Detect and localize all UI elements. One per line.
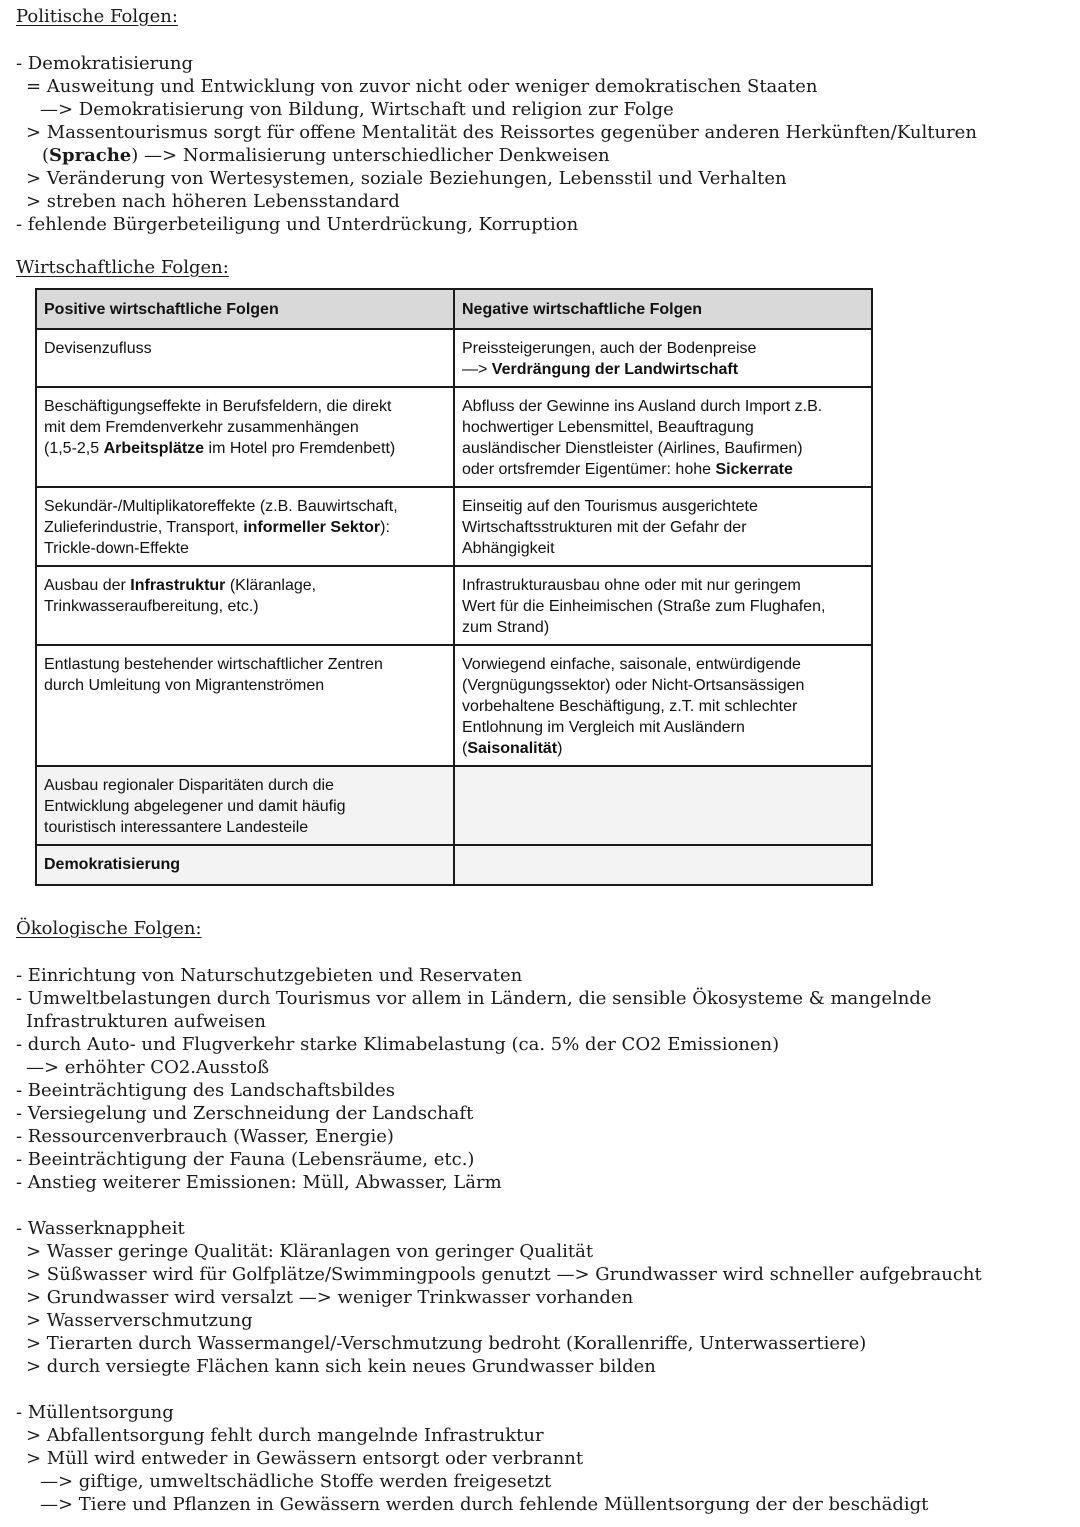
table-row: [36, 645, 872, 766]
text-span: (: [42, 145, 50, 166]
cell-line: [462, 675, 864, 696]
cell-line: [44, 575, 446, 596]
text-span: Sekundär-/Multiplikatoreffekte (z.B. Bauwirtschaft,: [44, 498, 398, 515]
list-item: [16, 1424, 1066, 1447]
ecological-title: Ökologische Folgen:: [16, 918, 202, 939]
text-span: Preissteigerungen, auch der Bodenpreise: [462, 340, 757, 357]
bold-text: Demokratisierung: [44, 856, 181, 873]
bold-text: Sickerrate: [715, 461, 793, 478]
text-span: —>: [462, 361, 492, 378]
cell-line: [462, 517, 864, 538]
text-span: Abhängigkeit: [462, 540, 555, 557]
cell-line: [44, 675, 446, 696]
text-span: - Anstieg weiterer Emissionen: Müll, Abwasser, Lärm: [16, 1172, 502, 1193]
text-span: > Tierarten durch Wassermangel/-Verschmutzung bedroht (Korallenriffe, Unterwassertiere): [26, 1333, 867, 1354]
cell-line: [44, 396, 446, 417]
negative-cell: [454, 387, 872, 487]
list-item: [16, 190, 1066, 213]
positive-cell: [36, 645, 454, 766]
negative-cell: [454, 766, 872, 845]
bold-text: informeller Sektor: [243, 519, 381, 536]
text-span: Entwicklung abgelegener und damit häufig: [44, 798, 346, 815]
cell-line: [44, 596, 446, 617]
bold-text: Saisonalität: [467, 740, 558, 757]
text-span: - Ressourcenverbrauch (Wasser, Energie): [16, 1126, 394, 1147]
bold-text: Infrastruktur: [130, 577, 226, 594]
economic-title: Wirtschaftliche Folgen:: [16, 257, 229, 278]
text-span: = Ausweitung und Entwicklung von zuvor nicht oder weniger demokratischen Staaten: [26, 76, 818, 97]
cell-line: [44, 517, 446, 538]
list-item: [16, 1148, 1066, 1171]
text-span: - Umweltbelastungen durch Tourismus vor allem in Ländern, die sensible Ökosysteme & mangelnde: [16, 988, 932, 1009]
text-span: - Müllentsorgung: [16, 1402, 174, 1423]
spacer: [16, 1378, 1066, 1401]
text-span: Beschäftigungseffekte in Berufsfeldern, die direkt: [44, 398, 392, 415]
text-span: Ausbau der: [44, 577, 131, 594]
cell-line: [44, 496, 446, 517]
cell-line: [462, 738, 864, 759]
text-span: > Veränderung von Wertesystemen, soziale Beziehungen, Lebensstil und Verhalten: [26, 168, 787, 189]
list-item: [16, 1286, 1066, 1309]
text-span: vorbehaltene Beschäftigung, z.T. mit schlechter: [462, 698, 798, 715]
list-item: [16, 75, 1066, 98]
text-span: Infrastrukturausbau ohne oder mit nur geringem: [462, 577, 801, 594]
list-item: [16, 1102, 1066, 1125]
table-row: [36, 487, 872, 566]
cell-line: [44, 338, 446, 359]
positive-cell: [36, 329, 454, 387]
bold-text: Arbeitsplätze: [103, 440, 205, 457]
text-span: ): [557, 740, 563, 757]
cell-line: [462, 459, 864, 480]
economic-table: [35, 288, 873, 886]
text-span: Infrastrukturen aufweisen: [26, 1011, 266, 1032]
text-span: Vorwiegend einfache, saisonale, entwürdigende: [462, 656, 801, 673]
text-span: ):: [380, 519, 390, 536]
bold-text: Verdrängung der Landwirtschaft: [491, 361, 739, 378]
text-span: im Hotel pro Fremdenbett): [204, 440, 396, 457]
cell-line: [462, 359, 864, 380]
text-span: Entlohnung im Vergleich mit Ausländern: [462, 719, 745, 736]
list-item: [16, 167, 1066, 190]
text-span: > streben nach höheren Lebensstandard: [26, 191, 400, 212]
header-positive: Positive wirtschaftliche Folgen: [36, 289, 454, 329]
list-item: [16, 1033, 1066, 1056]
cell-line: [44, 417, 446, 438]
list-item: [16, 987, 1066, 1010]
text-span: Einseitig auf den Tourismus ausgerichtete: [462, 498, 758, 515]
cell-line: [44, 854, 446, 875]
list-item: [16, 98, 1066, 121]
text-span: Wert für die Einheimischen (Straße zum Flughafen,: [462, 598, 826, 615]
cell-line: [462, 717, 864, 738]
positive-cell: [36, 387, 454, 487]
cell-line: [462, 538, 864, 559]
text-span: Ausbau regionaler Disparitäten durch die: [44, 777, 334, 794]
text-span: Wirtschaftsstrukturen mit der Gefahr der: [462, 519, 747, 536]
table-row: [36, 329, 872, 387]
text-span: Zulieferindustrie, Transport,: [44, 519, 244, 536]
text-span: (: [462, 740, 468, 757]
text-span: > Süßwasser wird für Golfplätze/Swimmingpools genutzt —> Grundwasser wird schneller aufgebraucht: [26, 1264, 982, 1285]
text-span: durch Umleitung von Migrantenströmen: [44, 677, 325, 694]
list-item: [16, 1263, 1066, 1286]
positive-cell: [36, 487, 454, 566]
text-span: > Abfallentsorgung fehlt durch mangelnde Infrastruktur: [26, 1425, 544, 1446]
cell-line: [44, 654, 446, 675]
cell-line: [462, 338, 864, 359]
list-item: [16, 1355, 1066, 1378]
text-span: (Kläranlage,: [225, 577, 317, 594]
cell-line: [462, 617, 864, 638]
cell-line: [462, 654, 864, 675]
ecological-list: [16, 964, 1066, 1516]
cell-line: [44, 775, 446, 796]
list-item: [16, 1125, 1066, 1148]
text-span: touristisch interessantere Landesteile: [44, 819, 309, 836]
list-item: [16, 1079, 1066, 1102]
list-item: [16, 213, 1066, 236]
text-span: ausländischer Dienstleister (Airlines, Baufirmen): [462, 440, 803, 457]
list-item: [16, 1493, 1066, 1516]
list-item: [16, 1447, 1066, 1470]
cell-line: [462, 438, 864, 459]
cell-line: [44, 538, 446, 559]
text-span: (1,5-2,5: [44, 440, 104, 457]
text-span: - Beeinträchtigung des Landschaftsbildes: [16, 1080, 396, 1101]
positive-cell: [36, 766, 454, 845]
list-item: [16, 144, 1066, 167]
text-span: - Beeinträchtigung der Fauna (Lebensräume, etc.): [16, 1149, 475, 1170]
text-span: ) —> Normalisierung unterschiedlicher Denkweisen: [131, 145, 610, 166]
positive-cell: [36, 845, 454, 885]
header-negative: Negative wirtschaftliche Folgen: [454, 289, 872, 329]
political-title: Politische Folgen:: [16, 6, 178, 27]
text-span: Trickle-down-Effekte: [44, 540, 189, 557]
list-item: [16, 1332, 1066, 1355]
negative-cell: [454, 645, 872, 766]
text-span: > durch versiegte Flächen kann sich kein neues Grundwasser bilden: [26, 1356, 656, 1377]
negative-cell: [454, 487, 872, 566]
table-header-row: [36, 289, 872, 329]
negative-cell: [454, 845, 872, 885]
text-span: —> erhöhter CO2.Ausstoß: [26, 1057, 270, 1078]
text-span: > Wasser geringe Qualität: Kläranlagen von geringer Qualität: [26, 1241, 594, 1262]
list-item: [16, 1010, 1066, 1033]
table-row: [36, 766, 872, 845]
cell-line: [462, 575, 864, 596]
text-span: oder ortsfremder Eigentümer: hohe: [462, 461, 716, 478]
text-span: Abfluss der Gewinne ins Ausland durch Import z.B.: [462, 398, 823, 415]
text-span: - Wasserknappheit: [16, 1218, 185, 1239]
text-span: - fehlende Bürgerbeteiligung und Unterdrückung, Korruption: [16, 214, 579, 235]
spacer: [16, 1194, 1066, 1217]
text-span: Trinkwasseraufbereitung, etc.): [44, 598, 259, 615]
cell-line: [44, 796, 446, 817]
text-span: mit dem Fremdenverkehr zusammenhängen: [44, 419, 359, 436]
text-span: > Grundwasser wird versalzt —> weniger Trinkwasser vorhanden: [26, 1287, 634, 1308]
text-span: - durch Auto- und Flugverkehr starke Klimabelastung (ca. 5% der CO2 Emissionen): [16, 1034, 780, 1055]
positive-cell: [36, 566, 454, 645]
text-span: hochwertiger Lebensmittel, Beauftragung: [462, 419, 754, 436]
text-span: —> giftige, umweltschädliche Stoffe werden freigesetzt: [40, 1471, 552, 1492]
text-span: (Vergnügungssektor) oder Nicht-Ortsansässigen: [462, 677, 805, 694]
table-row: [36, 845, 872, 885]
list-item: [16, 121, 1066, 144]
table-row: [36, 566, 872, 645]
text-span: - Demokratisierung: [16, 53, 193, 74]
table-row: [36, 387, 872, 487]
text-span: Entlastung bestehender wirtschaftlicher Zentren: [44, 656, 383, 673]
text-span: > Wasserverschmutzung: [26, 1310, 253, 1331]
text-span: - Einrichtung von Naturschutzgebieten und Reservaten: [16, 965, 523, 986]
cell-line: [462, 496, 864, 517]
bold-text: Sprache: [49, 145, 132, 166]
list-item: [16, 1470, 1066, 1493]
cell-line: [462, 696, 864, 717]
list-item: [16, 52, 1066, 75]
cell-line: [462, 417, 864, 438]
list-item: [16, 1401, 1066, 1424]
list-item: [16, 1171, 1066, 1194]
text-span: > Massentourismus sorgt für offene Mentalität des Reissortes gegenüber anderen Herkünften/Kulturen: [26, 122, 977, 143]
text-span: —> Tiere und Pflanzen in Gewässern werden durch fehlende Müllentsorgung der der beschädigt: [40, 1494, 929, 1515]
list-item: [16, 1056, 1066, 1079]
text-span: - Versiegelung und Zerschneidung der Landschaft: [16, 1103, 474, 1124]
text-span: > Müll wird entweder in Gewässern entsorgt oder verbrannt: [26, 1448, 584, 1469]
cell-line: [462, 596, 864, 617]
cell-line: [44, 817, 446, 838]
negative-cell: [454, 329, 872, 387]
list-item: [16, 1309, 1066, 1332]
political-list: [16, 52, 1066, 236]
list-item: [16, 1217, 1066, 1240]
cell-line: [44, 438, 446, 459]
list-item: [16, 1240, 1066, 1263]
text-span: zum Strand): [462, 619, 550, 636]
text-span: Devisenzufluss: [44, 340, 152, 357]
economic-table-body: [36, 329, 872, 885]
cell-line: [462, 396, 864, 417]
negative-cell: [454, 566, 872, 645]
text-span: —> Demokratisierung von Bildung, Wirtschaft und religion zur Folge: [40, 99, 674, 120]
list-item: [16, 964, 1066, 987]
